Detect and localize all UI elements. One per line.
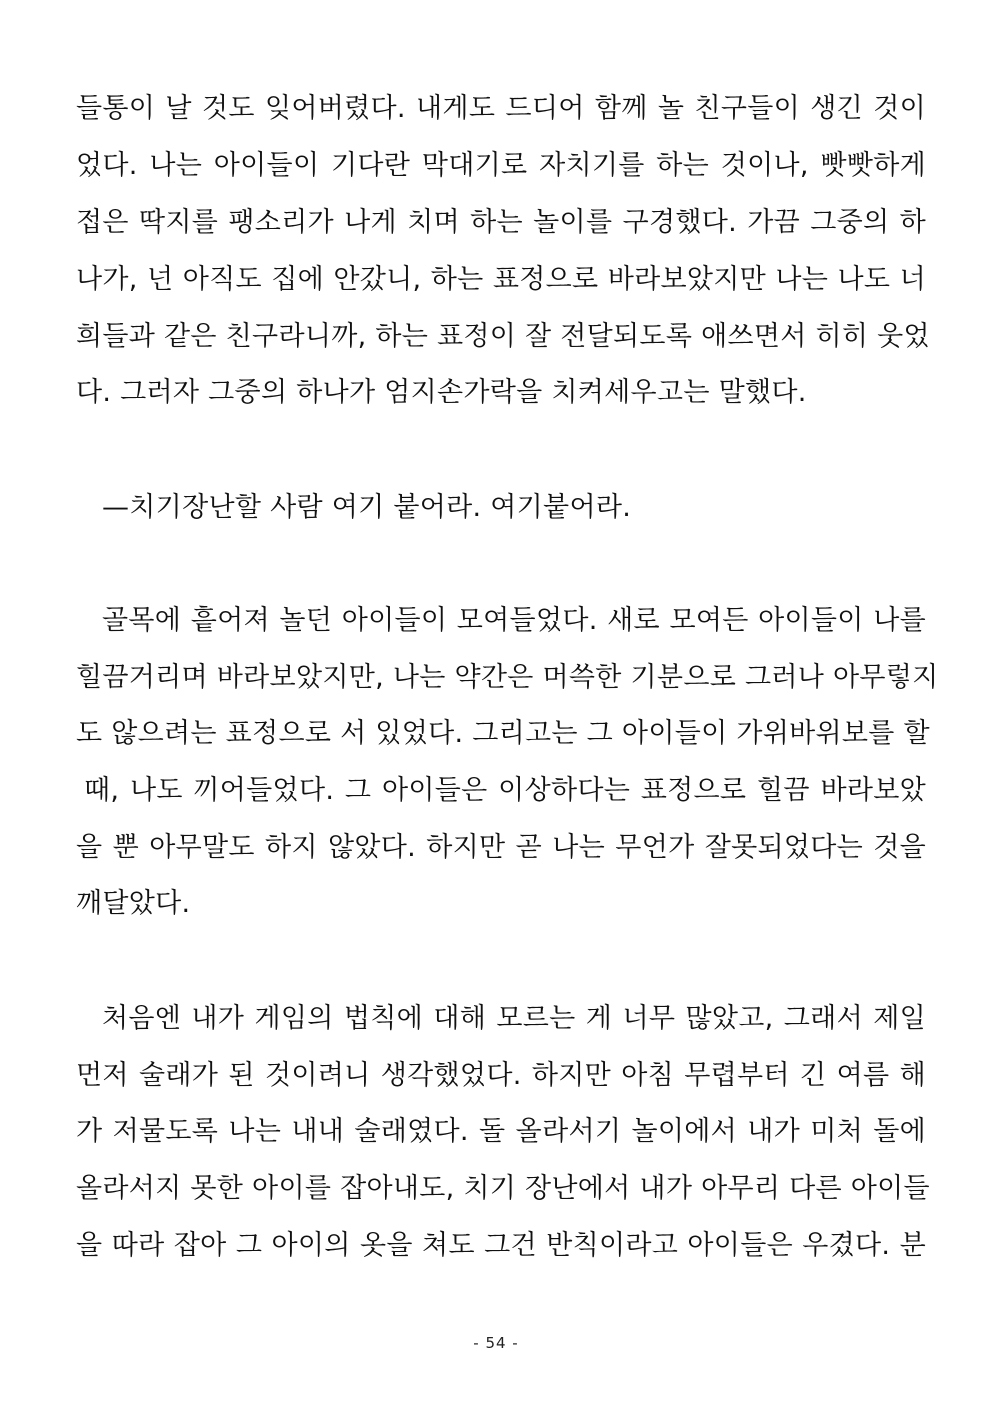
page-number: - 54 -	[473, 1334, 519, 1352]
text-line: 골목에 흩어져 놀던 아이들이 모여들었다. 새로 모여든 아이들이 나를	[102, 605, 926, 636]
text-line: 깨달았다.	[76, 888, 191, 919]
text-line: 가 저물도록 나는 내내 술래였다. 돌 올라서기 놀이에서 내가 미처 돌에	[76, 1116, 926, 1147]
text-line: 접은 딱지를 팽소리가 나게 치며 하는 놀이를 구경했다. 가끔 그중의 하	[76, 207, 926, 238]
text-line: 힐끔거리며 바라보았지만, 나는 약간은 머쓱한 기분으로 그러나 아무렇지	[76, 662, 939, 693]
text-line: 다. 그러자 그중의 하나가 엄지손가락을 치켜세우고는 말했다.	[76, 377, 807, 408]
text-line: 희들과 같은 친구라니까, 하는 표정이 잘 전달되도록 애쓰면서 히히 웃었	[76, 321, 930, 352]
text-line: 먼저 술래가 된 것이려니 생각했었다. 하지만 아침 무렵부터 긴 여름 해	[76, 1060, 926, 1091]
text-line: 을 뿐 아무말도 하지 않았다. 하지만 곧 나는 무언가 잘못되었다는 것을	[76, 832, 926, 863]
text-line: 을 따라 잡아 그 아이의 옷을 쳐도 그건 반칙이라고 아이들은 우겼다. 분	[76, 1230, 926, 1261]
text-line: 들통이 날 것도 잊어버렸다. 내게도 드디어 함께 놀 친구들이 생긴 것이	[76, 93, 926, 124]
text-line: 처음엔 내가 게임의 법칙에 대해 모르는 게 너무 많았고, 그래서 제일	[102, 1003, 926, 1034]
text-line: 올라서지 못한 아이를 잡아내도, 치기 장난에서 내가 아무리 다른 아이들	[76, 1173, 930, 1204]
dialogue-line: —치기장난할 사람 여기 붙어라. 여기붙어라.	[102, 492, 632, 523]
text-line: 도 않으려는 표정으로 서 있었다. 그리고는 그 아이들이 가위바위보를 할	[76, 718, 930, 749]
text-line: 었다. 나는 아이들이 기다란 막대기로 자치기를 하는 것이나, 빳빳하게	[76, 150, 926, 181]
text-line: 나가, 넌 아직도 집에 안갔니, 하는 표정으로 바라보았지만 나는 나도 너	[76, 264, 926, 295]
text-line: 때, 나도 끼어들었다. 그 아이들은 이상하다는 표정으로 힐끔 바라보았	[84, 775, 926, 806]
